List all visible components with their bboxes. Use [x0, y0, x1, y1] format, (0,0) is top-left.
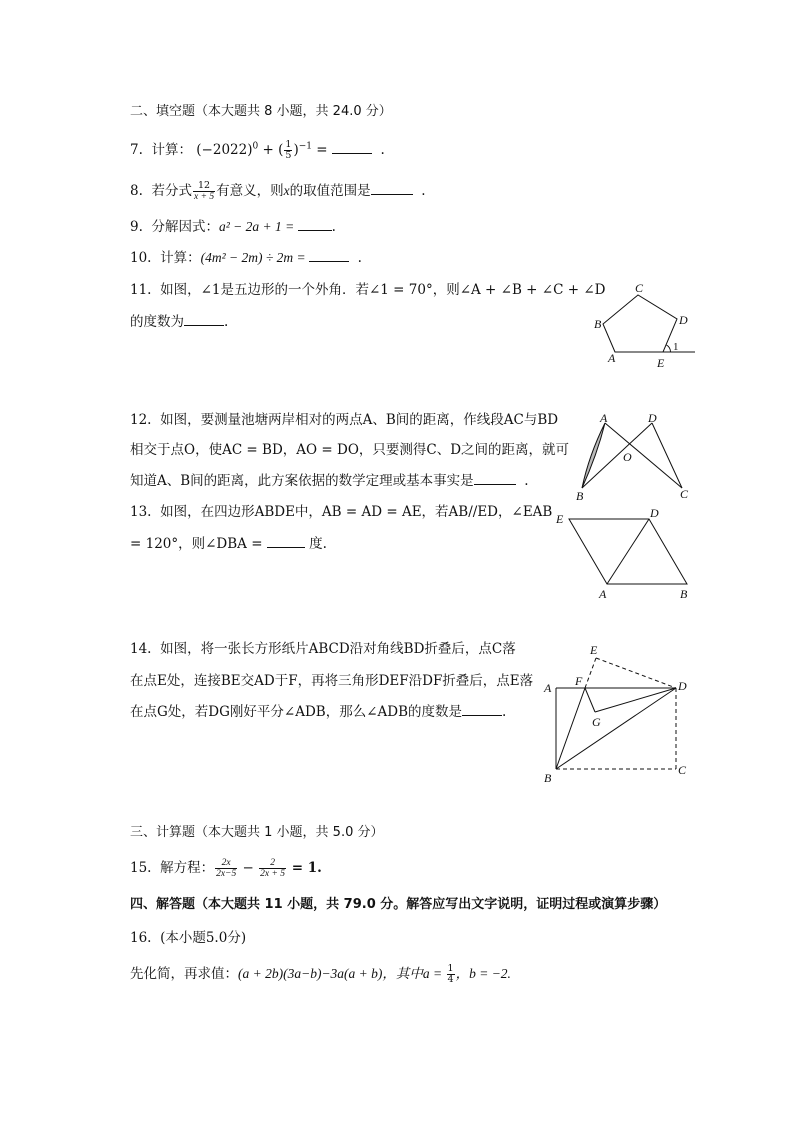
question-number: 14. — [130, 641, 152, 657]
question-11-line-2 — [130, 313, 228, 331]
label-b: B — [680, 587, 688, 601]
question-prefix: 分解因式： — [151, 219, 219, 235]
fraction: $\frac{1}{4}$ — [447, 963, 454, 985]
answer-blank[interactable] — [298, 218, 332, 231]
answer-blank[interactable] — [462, 703, 502, 716]
question-text: 有意义，则 — [216, 183, 284, 199]
answer-blank[interactable] — [184, 313, 224, 326]
fraction: $\frac{1}{5}$ — [285, 139, 292, 161]
label-b: B — [576, 489, 584, 502]
period: . — [331, 219, 336, 235]
diagonal-bd — [556, 688, 676, 769]
answer-blank[interactable] — [267, 535, 305, 548]
question-10 — [130, 249, 362, 267]
fraction-2: $\frac{2}{2x + 5}$ — [260, 858, 286, 879]
question-14-line-3 — [130, 703, 506, 721]
question-text: 如图，在四边形ABDE中，AB = AD = AE，若AB//ED，∠EAB — [160, 504, 553, 520]
question-prefix: 先化简，再求值： — [130, 966, 238, 982]
answer-blank[interactable] — [371, 182, 413, 195]
minus-sign: − — [238, 860, 259, 876]
label-e: E — [657, 356, 665, 370]
fraction: $\frac{12}{x + 5}$ — [193, 180, 215, 202]
question-text: 度. — [309, 536, 327, 552]
answer-blank[interactable] — [309, 249, 349, 262]
period: . — [380, 142, 385, 158]
question-16-header — [130, 929, 246, 947]
question-11-line-1 — [130, 281, 605, 299]
math-expression: (4m² − 2m) ÷ 2m = — [200, 250, 309, 265]
math-base: (−2022) — [196, 142, 253, 158]
segment-fg — [585, 688, 595, 712]
section-title-answer: 四、解答题（本大题共 11 小题，共 79.0 分。解答应写出文字说明，证明过程或演算步骤） — [130, 897, 667, 912]
segment-fe — [585, 658, 596, 688]
label-c: C — [680, 487, 689, 501]
diagonal-ad — [607, 519, 649, 584]
question-13-line-1 — [130, 503, 552, 521]
label-d: D — [678, 679, 687, 693]
equation-result: = 1. — [287, 860, 322, 876]
segment-ed — [596, 658, 676, 688]
question-text: 的取值范围是 — [289, 183, 371, 199]
label-angle-1: 1 — [673, 341, 679, 353]
label-e: E — [590, 643, 598, 657]
question-12-line-1 — [130, 411, 558, 429]
answer-blank[interactable] — [474, 472, 516, 485]
math-expression-tail: ，b = −2. — [455, 966, 511, 981]
segment-cd — [652, 423, 682, 488]
question-13-line-2 — [130, 535, 327, 553]
label-o: O — [623, 450, 632, 464]
math-expression: (a + 2b)(3a−b)−3a(a + b)，其中a = — [238, 966, 446, 981]
label-e: E — [556, 512, 564, 526]
answer-blank[interactable] — [332, 141, 372, 154]
question-text: 如图，∠1是五边形的一个外角．若∠1 = 70°，则∠A + ∠B + ∠C + ∠D — [160, 282, 606, 298]
close-paren: ) — [293, 142, 299, 158]
pentagon-figure — [585, 282, 705, 374]
label-a: A — [599, 587, 607, 601]
question-number: 7. — [130, 142, 143, 158]
segment-bf — [556, 688, 585, 769]
quadrilateral-figure — [552, 505, 697, 603]
question-text: 相交于点O，使AC = BD，AO = DO，只要测得C、D之间的距离，就可 — [130, 442, 570, 458]
label-d: D — [679, 313, 688, 327]
question-text: 知道A、B间的距离，此方案依据的数学定理或基本事实是 — [130, 473, 474, 489]
question-9 — [130, 218, 336, 236]
label-d: D — [648, 411, 657, 425]
label-c: C — [635, 282, 644, 295]
label-a: A — [600, 411, 608, 425]
label-b: B — [594, 317, 602, 331]
period: . — [502, 704, 507, 720]
question-prefix: 解方程： — [160, 860, 215, 876]
question-12-line-2 — [130, 441, 569, 459]
question-text: 在点G处，若DG刚好平分∠ADB，那么∠ADB的度数是 — [130, 704, 463, 720]
pond-figure — [572, 410, 697, 502]
question-15 — [130, 858, 322, 879]
label-f: F — [575, 674, 583, 688]
period: . — [524, 473, 529, 489]
label-c: C — [678, 763, 687, 777]
fraction-1: $\frac{2x}{2x-5}$ — [216, 858, 237, 879]
question-number: 8. — [130, 183, 143, 199]
question-7 — [130, 140, 385, 161]
exponent-zero: 0 — [252, 141, 259, 152]
label-d: D — [650, 506, 659, 520]
period: . — [357, 250, 362, 266]
folding-figure — [538, 640, 698, 788]
question-number: 9. — [130, 219, 143, 235]
question-14-line-2 — [130, 672, 533, 690]
angle-arc — [667, 345, 671, 352]
label-a: A — [544, 681, 552, 695]
question-12-line-3 — [130, 472, 529, 490]
plus-sign: + ( — [258, 142, 284, 158]
label-g: G — [592, 715, 601, 729]
section-title-fill-in: 二、填空题（本大题共 8 小题，共 24.0 分） — [130, 104, 392, 119]
question-prefix: 计算： — [160, 250, 201, 266]
equals-sign: = — [312, 142, 332, 158]
question-number: 10. — [130, 250, 152, 266]
period: . — [224, 314, 229, 330]
score-note: (本小题5.0分) — [160, 930, 247, 946]
pond-shape — [582, 423, 605, 488]
exponent-minus-one: −1 — [298, 141, 312, 152]
question-8 — [130, 181, 426, 202]
question-prefix: 若分式 — [151, 183, 192, 199]
question-number: 15. — [130, 860, 152, 876]
section-title-calculation: 三、计算题（本大题共 1 小题，共 5.0 分） — [130, 825, 384, 840]
question-14-line-1 — [130, 640, 516, 658]
period: . — [421, 183, 426, 199]
question-text: 如图，将一张长方形纸片ABCD沿对角线BD折叠后，点C落 — [160, 641, 516, 657]
question-prefix: 计算： — [151, 142, 192, 158]
question-number: 12. — [130, 412, 152, 428]
question-text: = 120°，则∠DBA = — [130, 536, 267, 552]
variable-x: x — [283, 183, 290, 198]
label-a: A — [608, 351, 616, 365]
math-expression: a² − 2a + 1 = — [218, 219, 298, 234]
question-number: 16. — [130, 930, 152, 946]
question-text: 在点E处，连接BE交AD于F，再将三角形DEF沿DF折叠后，点E落 — [130, 673, 534, 689]
question-16-body — [130, 964, 511, 985]
question-text: 的度数为 — [130, 314, 184, 330]
question-number: 11. — [130, 282, 152, 298]
segment-gd — [595, 688, 676, 712]
question-text: 如图，要测量池塘两岸相对的两点A、B间的距离，作线段AC与BD — [160, 412, 559, 428]
label-b: B — [544, 771, 552, 785]
question-number: 13. — [130, 504, 152, 520]
